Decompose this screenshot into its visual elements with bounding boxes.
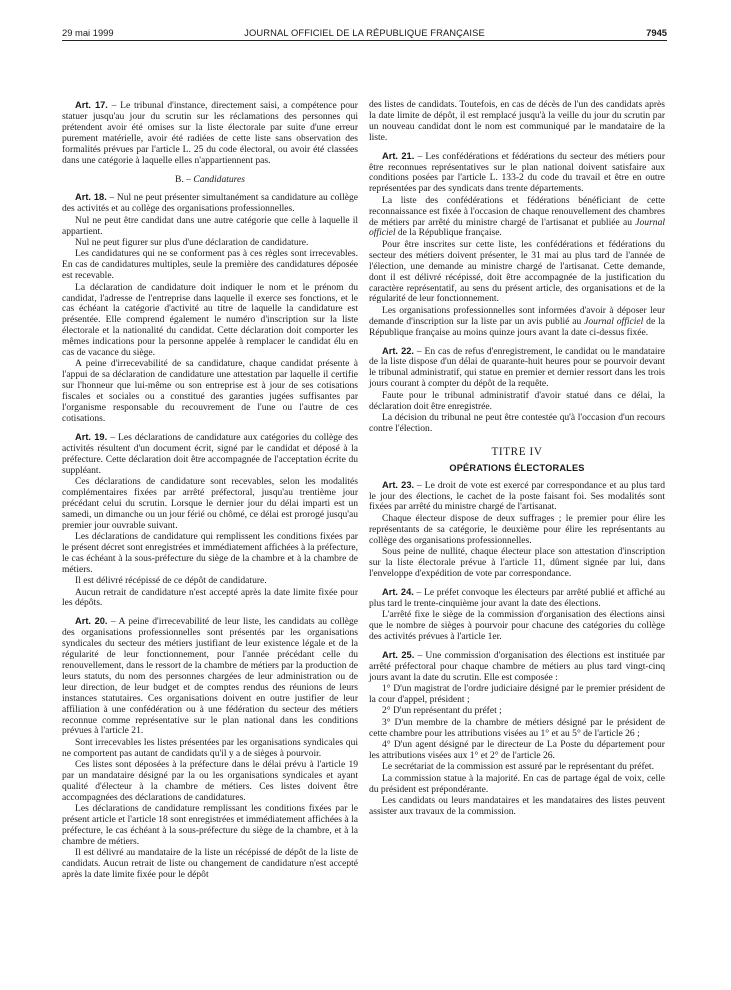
- paragraph: A peine d'irrecevabilité de sa candidature, chaque candidat présente à l'appui de sa déclaration de candidature une attestation par laquelle il certifie sur l'honneur que lui-même ou son entreprise est à jour de ses cotisations fiscales et sociales ou a constitué des garanties jugées suffisantes par l'organisme responsable du recouvrement de l'une ou l'autre de ces cotisations.: [62, 358, 358, 424]
- paragraph: Faute pour le tribunal administratif d'avoir statué dans ce délai, la déclaration doit être enregistrée.: [369, 389, 665, 412]
- paragraph: Sont irrecevables les listes présentées par les organisations syndicales qui ne comportent pas autant de candidats qu'il y a de sièges à pourvoir.: [62, 736, 358, 759]
- paragraph: Ces listes sont déposées à la préfecture dans le délai prévu à l'article 19 par un mandataire désigné par la ou les organisations syndicales et ayant qualité d'électeur à la chambre de métiers. Ces listes doivent être accompagnées des déclarations de candidatures.: [62, 759, 358, 803]
- paragraph: Sous peine de nullité, chaque électeur place son attestation d'inscription sur la liste électorale prévue à l'article 11, dûment signée par lui, dans l'enveloppe d'expédition de vote par correspondance.: [369, 546, 665, 579]
- paragraph: Pour être inscrites sur cette liste, les confédérations et fédérations du secteur des métiers doivent présenter, le 31 mai au plus tard de l'année de l'élection, une demande au ministre chargé de l'artisanat. Cette demande, dont il est délivré récépissé, doit être accompagnée de la justification du caractère représentatif, au sens du présent article, des organisations et de la régularité de leur fonctionnement.: [369, 238, 665, 305]
- article-23: [369, 480, 665, 514]
- article-number: Art. 22.: [382, 345, 415, 356]
- article-20: [62, 616, 358, 737]
- paragraph: 2° D'un représentant du préfet ;: [382, 705, 502, 717]
- article-number: Art. 18.: [75, 192, 107, 203]
- paragraph: La décision du tribunal ne peut être contestée qu'à l'occasion d'un recours contre l'élection.: [369, 411, 665, 434]
- paragraph: Ces déclarations de candidature sont recevables, selon les modalités complémentaires fixées par arrêté préfectoral, jusqu'au trentième jour précédant celui du scrutin. Lorsque le dernier jour du délai imparti est un samedi, un dimanche ou un jour férié ou chômé, ce délai est prorogé jusqu'au premier jour ouvrable suivant.: [62, 476, 358, 531]
- paragraph: 1° D'un magistrat de l'ordre judiciaire désigné par le premier président de la cour d'appel, président ;: [369, 683, 665, 705]
- paragraph: Chaque électeur dispose de deux suffrages ; le premier pour élire les représentants de sa catégorie, le deuxième pour élire les représentants au collège des organisations professionnelles.: [369, 512, 665, 546]
- titre-subheading: OPÉRATIONS ÉLECTORALES: [449, 462, 585, 473]
- article-21: [369, 151, 665, 196]
- article-17: [62, 100, 358, 166]
- paragraph: Les organisations professionnelles sont informées d'avoir à déposer leur demande d'inscription sur la liste par un avis publié au Journal officiel de la République française au moins quinze jours avant la date ci-dessus fixée.: [369, 304, 665, 338]
- paragraph: La liste des confédérations et fédérations bénéficiant de cette reconnaissance est fixée à l'occasion de chaque renouvellement des chambres de métiers par arrêté du ministre chargé de l'artisanat et publiée au Journal officiel de la République française.: [369, 194, 665, 239]
- paragraph: Les candidats ou leurs mandataires et les mandataires des listes peuvent assister aux travaux de la commission.: [369, 795, 665, 817]
- article-text: – Le droit de vote est exercé par correspondance et au plus tard le jour des élections, le cachet de la poste faisant foi. Ses modalités sont fixées par arrêté du ministre chargé de l'artisanat.: [369, 479, 665, 513]
- article-18: [62, 192, 358, 215]
- article-text: – Le préfet convoque les électeurs par arrêté publié et affiché au plus tard le trente-cinquième jour avant la date des élections.: [369, 586, 665, 609]
- header-page-number: 7945: [646, 27, 667, 38]
- paragraph: Nul ne peut être candidat dans une autre catégorie que celle à laquelle il appartient.: [62, 214, 358, 237]
- article-text: – Les déclarations de candidature aux catégories du collège des activités résultent d'un document écrit, signé par le candidat et déposé à la préfecture. Cette déclaration doit être accompagnée de l'acceptation écrite du suppléant.: [62, 431, 358, 476]
- article-25: [369, 650, 665, 684]
- page-header: [62, 27, 667, 41]
- article-19: [62, 432, 358, 477]
- article-number: Art. 24.: [382, 586, 414, 597]
- paragraph: Les déclarations de candidature remplissant les conditions fixées par le présent article et l'article 18 sont enregistrées et immédiatement affichées à la préfecture, le cas échéant à la sous-préfecture du siège de la chambre, et à la chambre de métiers.: [62, 803, 358, 847]
- paragraph: Les candidatures qui ne se conforment pas à ces règles sont irrecevables. En cas de candidatures multiples, seule la première des candidatures déposée est recevable.: [62, 248, 358, 282]
- article-text: – En cas de refus d'enregistrement, le candidat ou le mandataire de la liste dispose d'un délai de quarante-huit heures pour se pourvoir devant le tribunal administratif, qui statue en premier et dernier ressort dans les trois jours courant à compter du dépôt de la requête.: [369, 345, 665, 390]
- paragraph: Il est délivré récépissé de ce dépôt de candidature.: [75, 575, 267, 587]
- article-number: Art. 17.: [75, 100, 108, 110]
- article-number: Art. 25.: [382, 649, 415, 660]
- article-text: – Les confédérations et fédérations du secteur des métiers pour être reconnues représentatives sur le plan national doivent satisfaire aux conditions posées par l'article L. 133-2 du code du travail et être en outre représentées par des syndicats dans trente départements.: [369, 150, 665, 195]
- titre-heading: TITRE IV: [491, 445, 543, 458]
- section-heading: B. – Candidatures: [175, 174, 245, 186]
- paragraph: L'arrêté fixe le siège de la commission d'organisation des élections ainsi que le nombre de sièges à pourvoir pour chacune des catégories du collège des activités prévues à l'article 1er.: [369, 609, 665, 642]
- article-text: – Le tribunal d'instance, directement saisi, a compétence pour statuer jusqu'au jour du scrutin sur les réclamations des personnes qui prétendent avoir été omises sur la liste électorale par suite d'une erreur purement matérielle, avoir été radiées de cette liste sans observation des formalités prévues par l'article L. 25 du code électoral, ou avoir été classées dans une catégorie à laquelle elles n'appartiennent pas.: [62, 100, 358, 166]
- journal-officiel-italic: Journal officiel: [584, 315, 644, 327]
- left-column: [62, 100, 358, 881]
- header-date: 29 mai 1999: [62, 27, 114, 38]
- paragraph: 3° D'un membre de la chambre de métiers désigné par le président de cette chambre pour les attributions visées au 1° et au 5° de l'article 26 ;: [369, 716, 665, 739]
- paragraph: Les déclarations de candidature qui remplissent les conditions fixées par le présent décret sont enregistrées et immédiatement affichées à la préfecture, le cas échéant à la sous-préfecture du siège de la chambre et à la chambre de métiers.: [62, 531, 358, 575]
- paragraph: La commission statue à la majorité. En cas de partage égal de voix, celle du président est prépondérante.: [369, 772, 665, 795]
- paragraph: Le secrétariat de la commission est assuré par le représentant du préfet.: [382, 761, 654, 773]
- article-22: [369, 346, 665, 391]
- article-text: – Une commission d'organisation des élections est instituée par arrêté préfectoral pour chaque chambre de métiers au plus tard vingt-cinq jours avant la date du scrutin. Elle est composée :: [369, 649, 665, 683]
- article-number: Art. 19.: [75, 431, 108, 442]
- article-text: – Nul ne peut présenter simultanément sa candidature au collège des activités et au collège des organisations professionnelles.: [62, 192, 358, 215]
- paragraph: Aucun retrait de candidature n'est accepté après la date limite fixée pour les dépôts.: [62, 586, 358, 609]
- paragraph: Il est délivré au mandataire de la liste un récépissé de dépôt de la liste de candidats. Aucun retrait de liste ou changement de candidature n'est accepté après la date limite fixée pour le dépôt: [62, 847, 358, 881]
- article-number: Art. 21.: [382, 150, 415, 161]
- article-number: Art. 23.: [382, 479, 415, 490]
- paragraph: Nul ne peut figurer sur plus d'une déclaration de candidature.: [75, 236, 309, 248]
- continued-paragraph: des listes de candidats. Toutefois, en cas de décès de l'un des candidats après la date limite de dépôt, il est remplacé jusqu'à la veille du jour du scrutin par un nouveau candidat dont le nom est communiqué par le mandataire de la liste.: [369, 99, 665, 143]
- article-text: – A peine d'irrecevabilité de leur liste, les candidats au collège des organisations professionnelles sont présentés par les organisations syndicales du secteur des métiers justifiant de leur existence légale et de la régularité de leur fonctionnement, pour l'année précédant celle du renouvellement, dans le ressort de la chambre de métiers par la production de leurs statuts, du nom des personnes chargées de leur administration ou de leur direction, de leur budget et de comptes rendus des réunions de leurs instances statutaires. Ces organisations doivent en outre justifier de leur affiliation à une confédération ou à une fédération du secteur des métiers reconnue comme représentative sur le plan national dans les conditions prévues à l'article 21.: [62, 616, 358, 737]
- article-24: [369, 587, 665, 610]
- paragraph: La déclaration de candidature doit indiquer le nom et le prénom du candidat, l'adresse de l'entreprise dans laquelle il exerce ses fonctions, et le cas échéant la catégorie d'activité au titre de laquelle la candidature est présentée. Elle comprend également le numéro d'inscription sur la liste électorale et la nationalité du candidat. Cette déclaration doit comporter les mêmes indications pour la personne appelée à remplacer le candidat élu en cas de vacance du siège.: [62, 281, 358, 359]
- journal-officiel-italic: Journal officiel: [369, 216, 665, 239]
- right-column: [369, 100, 665, 818]
- header-title: JOURNAL OFFICIEL DE LA RÉPUBLIQUE FRANÇAISE: [244, 27, 485, 38]
- paragraph: 4° D'un agent désigné par le directeur de La Poste du département pour les attributions visées aux 1° et 2° de l'article 26.: [369, 739, 665, 761]
- article-number: Art. 20.: [75, 616, 108, 627]
